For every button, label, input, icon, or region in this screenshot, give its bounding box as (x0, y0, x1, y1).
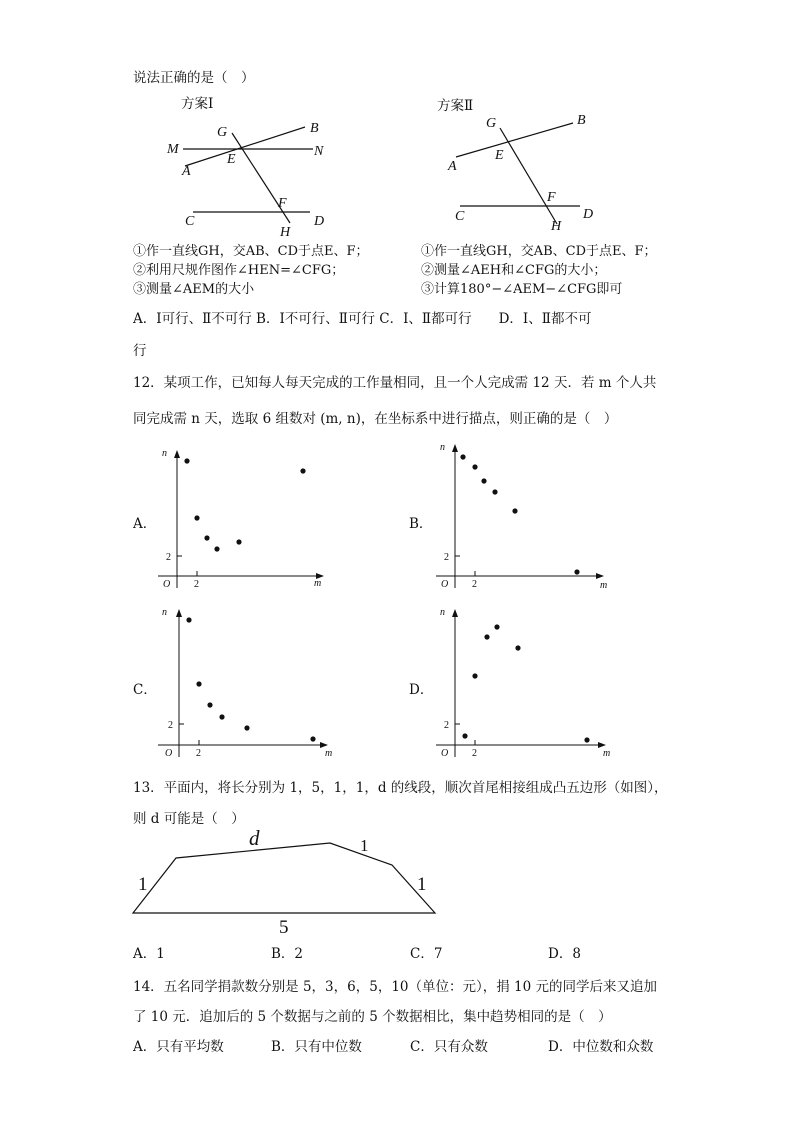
plan1-label-E: E (227, 152, 236, 167)
q13-label-1-left: 1 (138, 874, 148, 895)
plan2-step-3: ③计算180°−∠AEM−∠CFG即可 (421, 282, 623, 297)
plan2-label-F: F (547, 190, 556, 205)
plan1-label-G: G (217, 125, 228, 140)
plan1-step-3: ③测量∠AEM的大小 (133, 282, 255, 297)
q12-stem-line1: 12．某项工作，已知每人每天完成的工作量相同，且一个人完成需 12 天．若 m 个人共 (133, 375, 657, 391)
plan1-label-A: A (182, 164, 191, 179)
q13-stem-line1: 13．平面内，将长分别为 1，5，1，1，d 的线段，顺次首尾相接组成凸五边形（如图）， (133, 780, 668, 796)
plan2-label-D: D (583, 207, 594, 222)
q14-option-d: D．中位数和众数 (548, 1039, 654, 1055)
plan1-label-C: C (185, 214, 195, 229)
plot-c-tick-x: 2 (196, 748, 201, 759)
q13-stem-line2: 则 d 可能是（ ） (133, 811, 245, 827)
plan2-label-H: H (551, 219, 562, 234)
q11-options-wrap: 行 (133, 343, 147, 359)
plot-d-tick-y: 2 (444, 720, 449, 731)
q12-option-a-label: A． (133, 516, 157, 532)
plot-d-y-label: n (440, 607, 445, 618)
plot-d-tick-x: 2 (472, 748, 477, 759)
q13-label-1-right: 1 (417, 874, 427, 895)
plan2-label-G: G (486, 116, 497, 131)
plot-b-x-label: m (600, 580, 608, 591)
q12-option-c-label: C． (133, 682, 157, 698)
q13-label-1-top-right: 1 (360, 836, 369, 855)
plan1-label-B: B (310, 121, 319, 136)
plan1-label-F: F (278, 196, 287, 211)
q11-stem-tail: 说法正确的是（ ） (133, 70, 255, 86)
q12-option-d-label: D． (409, 682, 434, 698)
plot-a-tick-x: 2 (194, 579, 199, 590)
plot-a-origin: O (163, 579, 171, 590)
plot-d-x-label: m (603, 748, 611, 759)
plot-c-tick-y: 2 (168, 720, 173, 731)
q13-option-b: B．2 (271, 946, 304, 962)
q12-stem-line2: 同完成需 n 天，选取 6 组数对 (m, n)，在坐标系中进行描点，则正确的是（ ） (133, 411, 618, 427)
plot-a-tick-y: 2 (166, 552, 171, 563)
plan2-label-A: A (448, 159, 457, 174)
plan1-label-N: N (314, 144, 324, 159)
q14-option-c: C．只有众数 (410, 1039, 488, 1055)
plan2-label-B: B (577, 113, 586, 128)
plan2-label-C: C (455, 209, 465, 224)
plot-b-origin: O (441, 579, 449, 590)
q13-option-d: D．8 (548, 946, 581, 962)
plan2-label-E: E (495, 148, 504, 163)
plot-b-y-label: n (440, 442, 445, 453)
plot-c-origin: O (165, 748, 173, 759)
plot-a-y-label: n (162, 448, 167, 459)
plan1-label-M: M (167, 142, 179, 157)
plan1-title: 方案Ⅰ (181, 96, 214, 112)
plot-a-x-label: m (314, 578, 322, 589)
plan2-step-2: ②测量∠AEH和∠CFG的大小； (421, 263, 607, 278)
plan1-label-H: H (280, 225, 291, 240)
q11-options: A．Ⅰ可行、Ⅱ不可行 B．Ⅰ不可行、Ⅱ可行 C．Ⅰ、Ⅱ都可行 D．Ⅰ、Ⅱ都不可 (133, 311, 592, 327)
q13-option-c: C．7 (410, 946, 443, 962)
plot-b-tick-x: 2 (472, 579, 477, 590)
q13-label-5: 5 (279, 917, 289, 938)
plan1-step-2: ②利用尺规作图作∠HEN=∠CFG； (133, 263, 345, 278)
q14-stem-line1: 14．五名同学捐款数分别是 5，3，6，5，10（单位：元），捐 10 元的同学后来又追加 (133, 979, 658, 995)
q12-option-b-label: B． (409, 516, 433, 532)
q13-option-a: A．1 (133, 946, 165, 962)
q14-option-a: A．只有平均数 (133, 1039, 224, 1055)
q13-label-d: d (249, 826, 260, 850)
plan2-step-1: ①作一直线GH，交AB、CD于点E、F； (421, 244, 657, 259)
plot-d-origin: O (441, 748, 449, 759)
plot-c-y-label: n (162, 607, 167, 618)
plan2-title: 方案Ⅱ (437, 98, 474, 114)
plot-b-tick-y: 2 (444, 552, 449, 563)
q14-option-b: B．只有中位数 (271, 1039, 362, 1055)
plan1-label-D: D (314, 214, 325, 229)
plot-c-x-label: m (325, 748, 333, 759)
plan1-step-1: ①作一直线GH，交AB、CD于点E、F； (133, 244, 369, 259)
q14-stem-line2: 了 10 元．追加后的 5 个数据与之前的 5 个数据相比，集中趋势相同的是（ ） (133, 1009, 612, 1025)
